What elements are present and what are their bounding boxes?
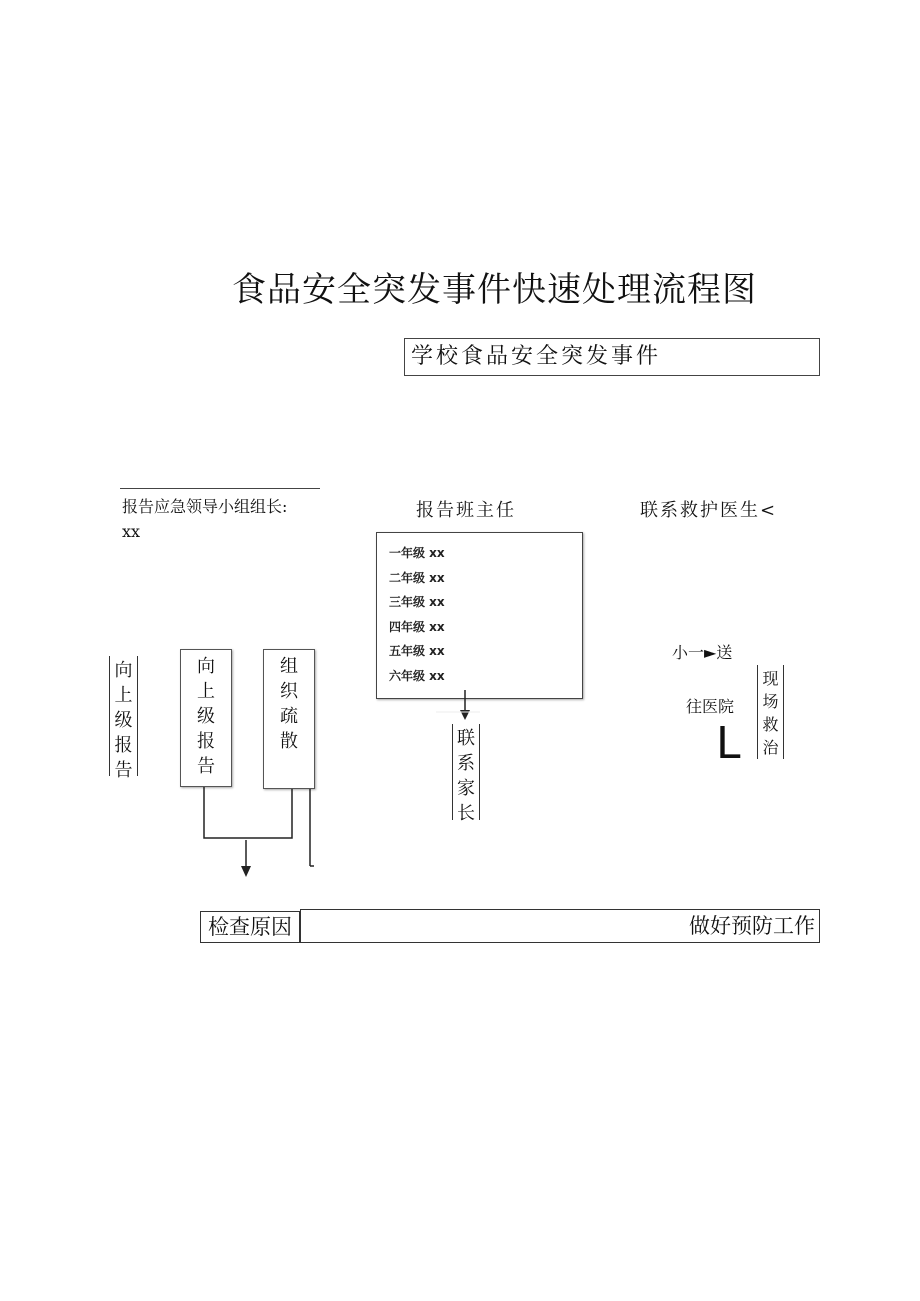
char: 联 (457, 728, 475, 749)
char: 告 (197, 756, 215, 777)
class-item: 四年级 xx (389, 619, 445, 634)
char: 向 (114, 660, 133, 681)
char: 上 (114, 685, 133, 706)
char: 报 (114, 735, 133, 756)
char: 救 (762, 715, 779, 734)
char: 上 (197, 681, 215, 702)
char: 级 (114, 710, 133, 731)
teacher-report-label: 报告班主任 (416, 500, 516, 521)
char: 级 (197, 706, 215, 727)
page-title: 食品安全突发事件快速处理流程图 (232, 270, 757, 310)
class-item: 二年级 xx (389, 570, 445, 585)
char: 家 (457, 778, 475, 799)
send-label: 小一►送 (672, 643, 733, 662)
char: 系 (457, 753, 475, 774)
corner-mark: L (716, 718, 741, 769)
char: 告 (114, 760, 133, 781)
arrow-head-icon (241, 866, 251, 877)
char: 现 (762, 669, 779, 688)
char: 场 (762, 692, 779, 711)
class-item: 六年级 xx (389, 668, 445, 683)
check-causes-box: 检查原因 (200, 911, 300, 943)
char: 疏 (280, 706, 298, 727)
class-item: 一年级 xx (389, 546, 445, 560)
class-item: 五年级 xx (389, 644, 445, 658)
char: 织 (280, 681, 298, 702)
char: 组 (280, 656, 298, 677)
char: 长 (457, 803, 475, 824)
hospital-label: 往医院 (686, 697, 735, 716)
leader-report-label: 报告应急领导小组组长: (122, 497, 288, 516)
class-item: 三年级 xx (389, 595, 445, 609)
connector-from-report-box (204, 787, 292, 838)
prevention-box: 做好预防工作 (300, 909, 820, 943)
char: 报 (197, 731, 215, 752)
leader-name: xx (122, 522, 141, 541)
char: 治 (762, 738, 779, 757)
char: 散 (280, 731, 298, 752)
doctor-contact-label: 联系救护医生< (640, 500, 778, 521)
event-box: 学校食品安全突发事件 (404, 338, 820, 376)
char: 向 (197, 656, 215, 677)
